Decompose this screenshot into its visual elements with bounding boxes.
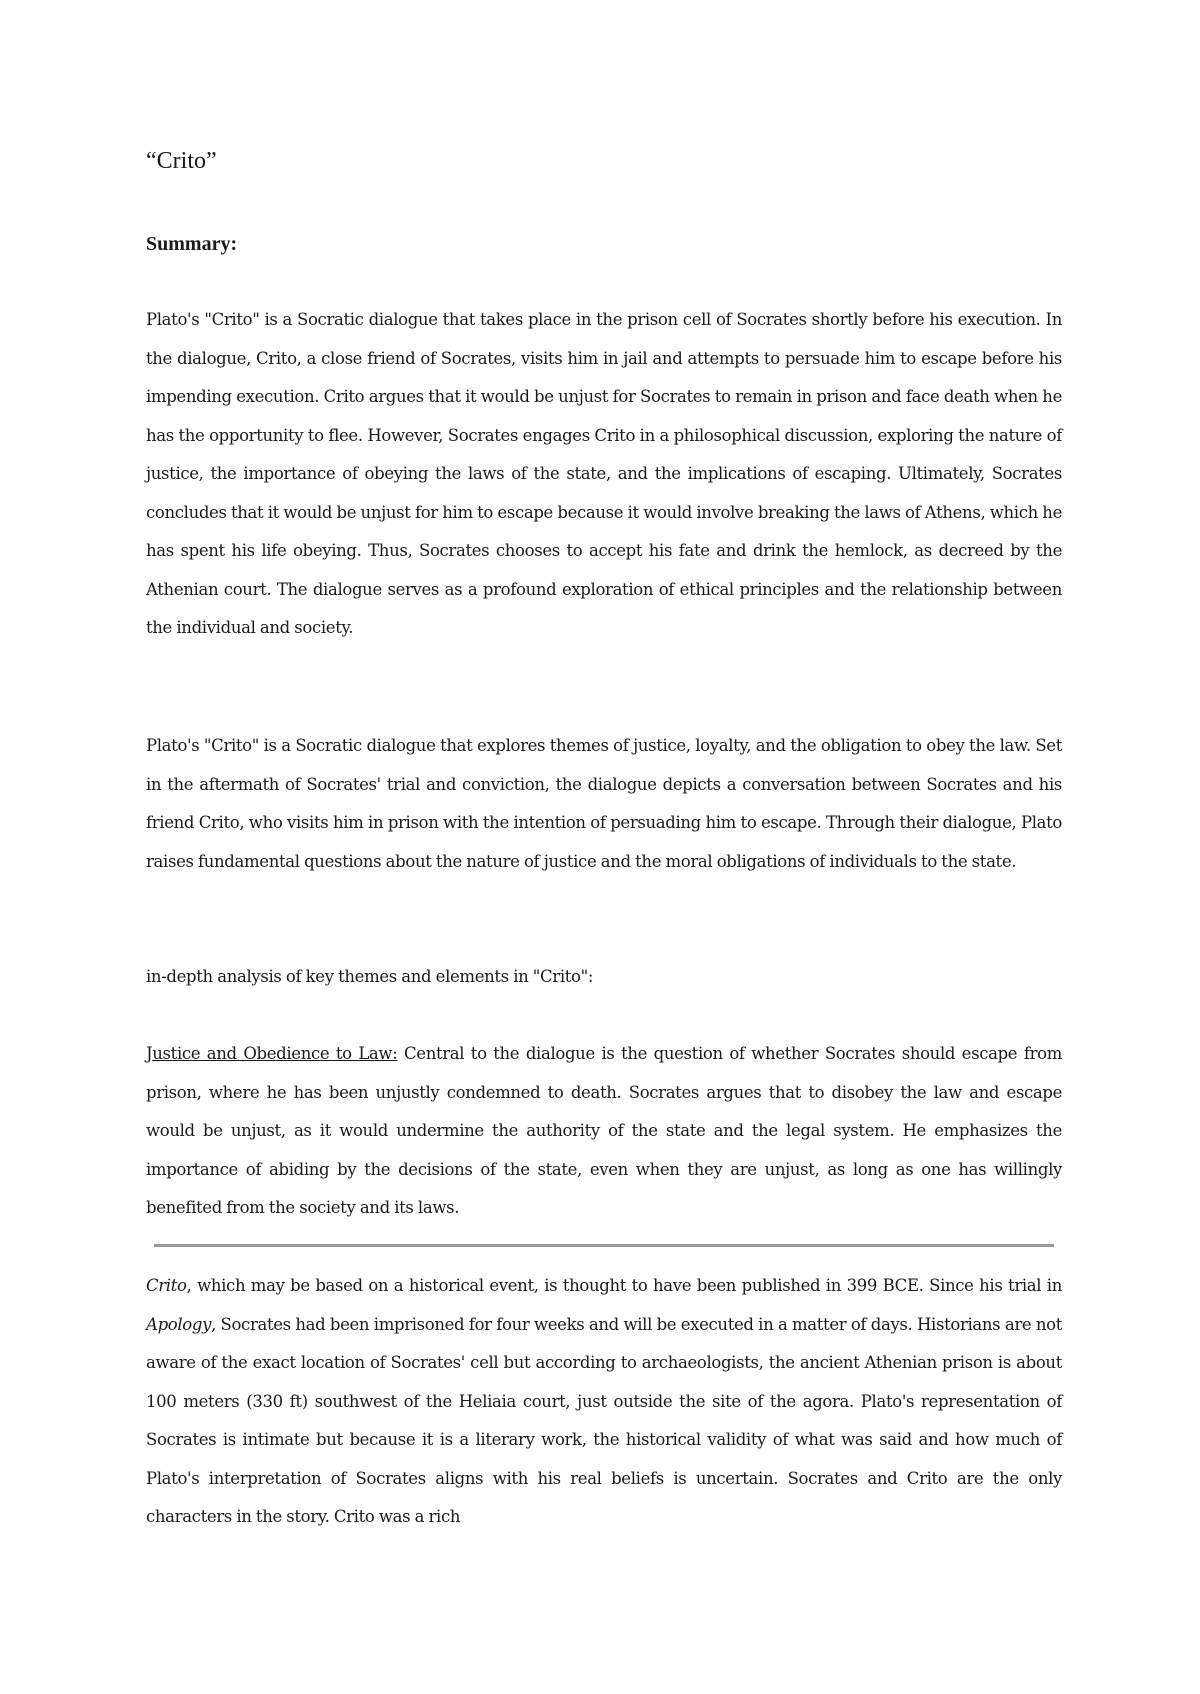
- summary-paragraph-1: Plato's "Crito" is a Socratic dialogue that takes place in the prison cell of Socrates shortly before his execution. In the dialogue, Crito, a close friend of Socrates, visits him in jail and attempts to persuade him to escape before his impending execution. Crito argues that it would be unjust for Socrates to remain in prison and face death when he has the opportunity to flee. However, Socrates engages Crito in a philosophical discussion, exploring the nature of justice, the importance of obeying the laws of the state, and the implications of escaping. Ultimately, Socrates concludes that it would be unjust for him to escape because it would involve breaking the laws of Athens, which he has spent his life obeying. Thus, Socrates chooses to accept his fate and drink the hemlock, as decreed by the Athenian court. The dialogue serves as a profound exploration of ethical principles and the relationship between the individual and society.: [146, 310, 1062, 637]
- crito-title-italic: Crito: [146, 1276, 187, 1295]
- justice-paragraph: [146, 1035, 1062, 1228]
- summary-heading: Summary:: [146, 233, 238, 255]
- document-title: “Crito”: [146, 148, 217, 174]
- analysis-intro: in-depth analysis of key themes and elements in "Crito":: [146, 967, 594, 986]
- apology-title-italic: Apology: [146, 1314, 212, 1334]
- justice-heading: Justice and Obedience to Law:: [146, 1044, 398, 1063]
- summary-paragraph-2: Plato's "Crito" is a Socratic dialogue that explores themes of justice, loyalty, and the obligation to obey the law. Set in the aftermath of Socrates' trial and conviction, the dialogue depicts a conversation between Socrates and his friend Crito, who visits him in prison with the intention of persuading him to escape. Through their dialogue, Plato raises fundamental questions about the nature of justice and the moral obligations of individuals to the state.: [146, 736, 1062, 871]
- horizontal-divider: [154, 1244, 1054, 1247]
- justice-text: Central to the dialogue is the question of whether Socrates should escape from prison, where he has been unjustly condemned to death. Socrates argues that to disobey the law and escape would be unjust, as it would undermine the authority of the state and the legal system. He emphasizes the importance of abiding by the decisions of the state, even when they are unjust, as long as one has willingly benefited from the society and its laws.: [146, 1044, 1062, 1217]
- history-text-2: , Socrates had been imprisoned for four weeks and will be executed in a matter of days. Historians are not aware of the exact location of Socrates' cell but according to archaeologists, the ancient Athenian prison is about 100 meters (330 ft) southwest of the Heliaia court, just outside the site of the agora. Plato's representation of Socrates is intimate but because it is a literary work, the historical validity of what was said and how much of Plato's interpretation of Socrates aligns with his real beliefs is uncertain. Socrates and Crito are the only characters in the story. Crito was a rich: [146, 1314, 1062, 1526]
- history-paragraph: [146, 1267, 1062, 1537]
- history-text-1: , which may be based on a historical event, is thought to have been published in 399 BCE. Since his trial in: [186, 1276, 1062, 1295]
